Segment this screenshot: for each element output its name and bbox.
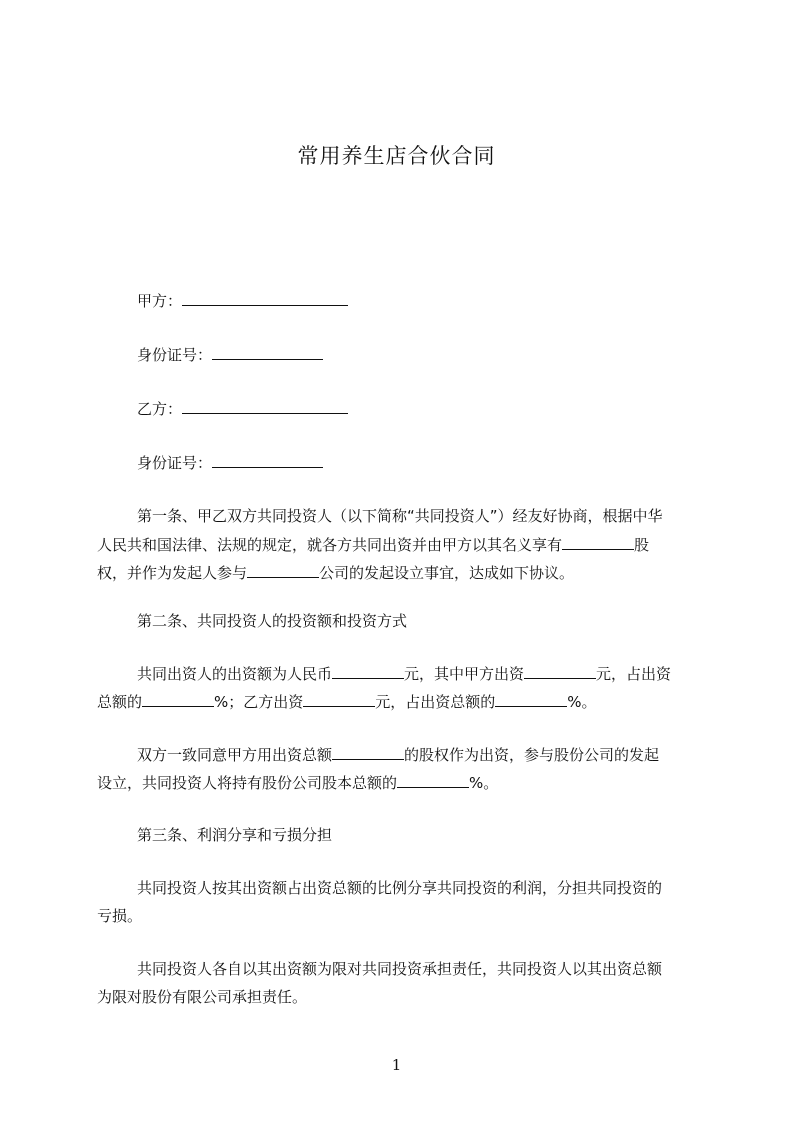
p2a-s7: %。 xyxy=(567,693,597,711)
p3a-line2: 亏损。 xyxy=(97,907,143,925)
party-b-label: 乙方： xyxy=(137,400,183,418)
art1-line3 xyxy=(97,563,574,583)
id-a-blank[interactable] xyxy=(212,345,323,360)
party-a-label: 甲方： xyxy=(137,292,183,310)
p2a-s2: 元，其中甲方出资 xyxy=(404,665,525,683)
p2b-s2: 的股权作为出资，参与股份公司的发起 xyxy=(404,746,660,764)
total-amount-blank[interactable] xyxy=(332,664,404,679)
p3b-line1: 共同投资人各自以其出资额为限对共同投资承担责任，共同投资人以其出资总额 xyxy=(137,960,663,978)
party-b-line xyxy=(137,399,348,419)
b-percent-blank[interactable] xyxy=(495,692,567,707)
p3b-line2: 为限对股份有限公司承担责任。 xyxy=(97,988,308,1006)
id-b-label: 身份证号： xyxy=(137,454,213,472)
a-percent-blank[interactable] xyxy=(142,692,214,707)
document-title: 常用养生店合伙合同 xyxy=(297,144,496,168)
art1-company-blank[interactable] xyxy=(247,563,319,578)
p2a-line2 xyxy=(97,692,597,712)
p2b-s1: 双方一致同意甲方用出资总额 xyxy=(137,746,333,764)
p3a-line1: 共同投资人按其出资额占出资总额的比例分享共同投资的利润，分担共同投资的 xyxy=(137,879,663,897)
p2a-s6: 元，占出资总额的 xyxy=(375,693,496,711)
party-a-line xyxy=(137,291,348,311)
p2a-line1 xyxy=(137,664,671,684)
p2a-s1: 共同出资人的出资额为人民币 xyxy=(137,665,333,683)
p2b-s4: %。 xyxy=(469,774,499,792)
b-amount-blank[interactable] xyxy=(303,692,375,707)
art2-heading: 第二条、共同投资人的投资额和投资方式 xyxy=(137,612,408,630)
p2b-line1 xyxy=(137,745,659,765)
a-amount-blank[interactable] xyxy=(524,664,596,679)
id-a-label: 身份证号： xyxy=(137,346,213,364)
art1-line1: 第一条、甲乙双方共同投资人（以下简称“共同投资人”）经友好协商，根据中华 xyxy=(137,507,663,525)
art1-line2 xyxy=(97,535,649,555)
id-b-blank[interactable] xyxy=(212,453,323,468)
p2b-s3: 设立，共同投资人将持有股份公司股本总额的 xyxy=(97,774,398,792)
art3-heading: 第三条、利润分享和亏损分担 xyxy=(137,826,333,844)
art1-line2-end: 股 xyxy=(634,536,650,554)
id-a-line xyxy=(137,345,323,365)
p2a-s4: 总额的 xyxy=(97,693,143,711)
art1-line3-end: 公司的发起设立事宜，达成如下协议。 xyxy=(319,564,575,582)
equity-blank[interactable] xyxy=(332,745,404,760)
share-percent-blank[interactable] xyxy=(397,773,469,788)
p2b-line2 xyxy=(97,773,498,793)
party-b-blank[interactable] xyxy=(182,399,348,414)
page-number: 1 xyxy=(391,1056,402,1074)
id-b-line xyxy=(137,453,323,473)
art1-line3-text: 权，并作为发起人参与 xyxy=(97,564,248,582)
art1-share-blank[interactable] xyxy=(562,535,634,550)
art1-line2-text: 人民共和国法律、法规的规定，就各方共同出资并由甲方以其名义享有 xyxy=(97,536,563,554)
p2a-s3: 元，占出资 xyxy=(596,665,672,683)
party-a-blank[interactable] xyxy=(182,291,348,306)
p2a-s5: %；乙方出资 xyxy=(214,693,304,711)
